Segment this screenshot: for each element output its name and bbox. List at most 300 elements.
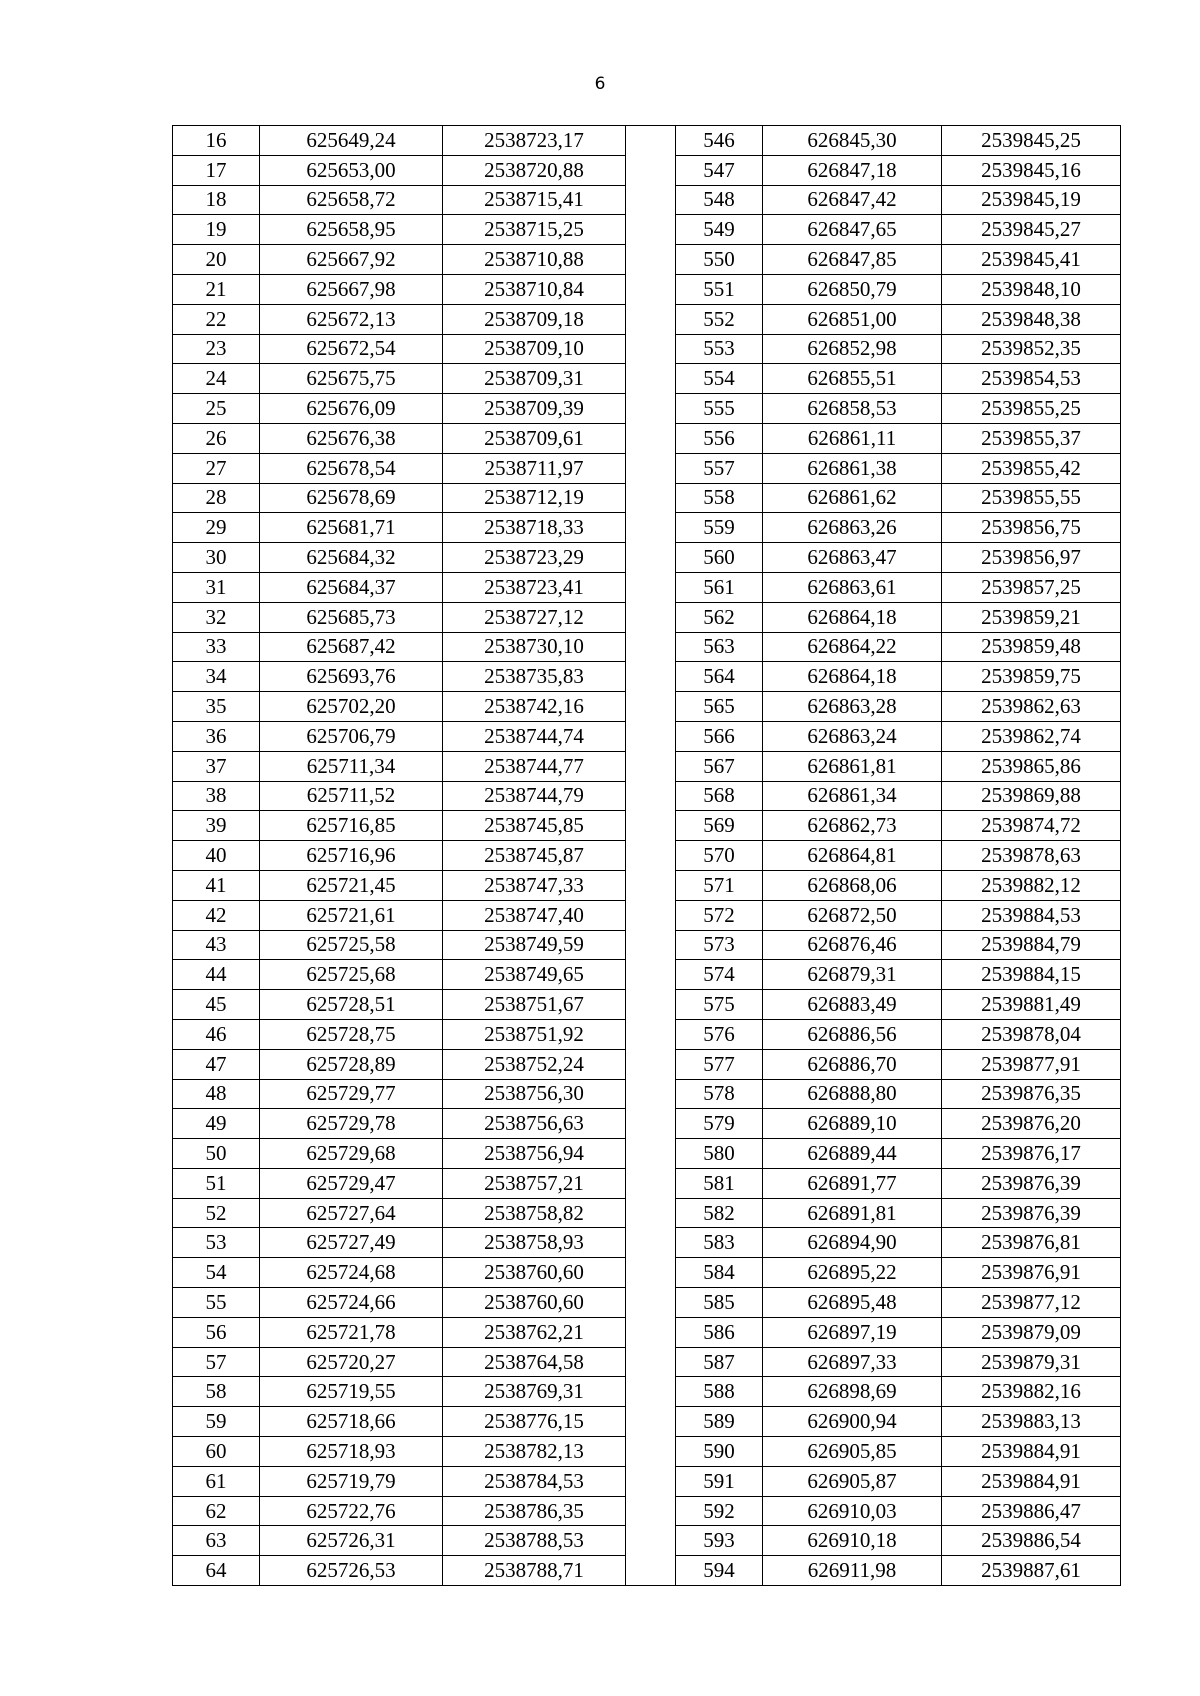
y-coordinate-cell: 2538727,12 (443, 602, 626, 632)
table-row (173, 245, 1121, 275)
y-coordinate-cell: 2538751,92 (443, 1019, 626, 1049)
table-row (173, 334, 1121, 364)
y-coordinate-cell: 2539884,15 (942, 960, 1121, 990)
point-number-cell: 52 (173, 1198, 260, 1228)
y-coordinate-cell: 2538786,35 (443, 1496, 626, 1526)
table-row (173, 870, 1121, 900)
point-number-cell: 587 (676, 1347, 763, 1377)
x-coordinate-cell: 625728,89 (260, 1049, 443, 1079)
y-coordinate-cell: 2539852,35 (942, 334, 1121, 364)
y-coordinate-cell: 2539876,35 (942, 1079, 1121, 1109)
y-coordinate-cell: 2538752,24 (443, 1049, 626, 1079)
x-coordinate-cell: 625729,68 (260, 1139, 443, 1169)
y-coordinate-cell: 2538788,71 (443, 1556, 626, 1586)
point-number-cell: 571 (676, 870, 763, 900)
table-row (173, 781, 1121, 811)
x-coordinate-cell: 625724,66 (260, 1288, 443, 1318)
y-coordinate-cell: 2538784,53 (443, 1466, 626, 1496)
point-number-cell: 593 (676, 1526, 763, 1556)
column-separator (626, 900, 676, 930)
point-number-cell: 16 (173, 126, 260, 156)
point-number-cell: 64 (173, 1556, 260, 1586)
x-coordinate-cell: 626868,06 (763, 870, 942, 900)
point-number-cell: 40 (173, 841, 260, 871)
y-coordinate-cell: 2539884,91 (942, 1437, 1121, 1467)
column-separator (626, 126, 676, 156)
x-coordinate-cell: 626895,22 (763, 1258, 942, 1288)
point-number-cell: 31 (173, 572, 260, 602)
x-coordinate-cell: 626905,87 (763, 1466, 942, 1496)
y-coordinate-cell: 2538756,94 (443, 1139, 626, 1169)
x-coordinate-cell: 625684,37 (260, 572, 443, 602)
y-coordinate-cell: 2539878,04 (942, 1019, 1121, 1049)
y-coordinate-cell: 2538745,85 (443, 811, 626, 841)
point-number-cell: 47 (173, 1049, 260, 1079)
y-coordinate-cell: 2538709,31 (443, 364, 626, 394)
point-number-cell: 39 (173, 811, 260, 841)
point-number-cell: 585 (676, 1288, 763, 1318)
x-coordinate-cell: 625722,76 (260, 1496, 443, 1526)
point-number-cell: 594 (676, 1556, 763, 1586)
y-coordinate-cell: 2539879,09 (942, 1317, 1121, 1347)
x-coordinate-cell: 625706,79 (260, 721, 443, 751)
point-number-cell: 575 (676, 990, 763, 1020)
table-row (173, 572, 1121, 602)
table-row (173, 1049, 1121, 1079)
table-row (173, 632, 1121, 662)
x-coordinate-cell: 626847,18 (763, 155, 942, 185)
column-separator (626, 721, 676, 751)
point-number-cell: 33 (173, 632, 260, 662)
point-number-cell: 26 (173, 423, 260, 453)
y-coordinate-cell: 2538742,16 (443, 692, 626, 722)
table-row (173, 215, 1121, 245)
coordinates-table-body (173, 126, 1121, 1586)
point-number-cell: 572 (676, 900, 763, 930)
x-coordinate-cell: 625729,77 (260, 1079, 443, 1109)
y-coordinate-cell: 2538710,84 (443, 274, 626, 304)
x-coordinate-cell: 625675,75 (260, 364, 443, 394)
point-number-cell: 44 (173, 960, 260, 990)
y-coordinate-cell: 2539856,75 (942, 513, 1121, 543)
point-number-cell: 35 (173, 692, 260, 722)
point-number-cell: 589 (676, 1407, 763, 1437)
column-separator (626, 930, 676, 960)
x-coordinate-cell: 625716,96 (260, 841, 443, 871)
y-coordinate-cell: 2539859,21 (942, 602, 1121, 632)
x-coordinate-cell: 626862,73 (763, 811, 942, 841)
y-coordinate-cell: 2539876,81 (942, 1228, 1121, 1258)
column-separator (626, 1258, 676, 1288)
y-coordinate-cell: 2539855,25 (942, 394, 1121, 424)
point-number-cell: 564 (676, 662, 763, 692)
point-number-cell: 50 (173, 1139, 260, 1169)
table-row (173, 304, 1121, 334)
y-coordinate-cell: 2539876,39 (942, 1198, 1121, 1228)
table-row (173, 1109, 1121, 1139)
table-row (173, 1466, 1121, 1496)
y-coordinate-cell: 2539869,88 (942, 781, 1121, 811)
x-coordinate-cell: 626889,10 (763, 1109, 942, 1139)
column-separator (626, 423, 676, 453)
y-coordinate-cell: 2538709,61 (443, 423, 626, 453)
point-number-cell: 558 (676, 483, 763, 513)
point-number-cell: 570 (676, 841, 763, 871)
y-coordinate-cell: 2538730,10 (443, 632, 626, 662)
x-coordinate-cell: 626894,90 (763, 1228, 942, 1258)
y-coordinate-cell: 2538751,67 (443, 990, 626, 1020)
point-number-cell: 37 (173, 751, 260, 781)
y-coordinate-cell: 2539876,39 (942, 1168, 1121, 1198)
x-coordinate-cell: 626861,81 (763, 751, 942, 781)
y-coordinate-cell: 2538764,58 (443, 1347, 626, 1377)
point-number-cell: 30 (173, 543, 260, 573)
x-coordinate-cell: 626861,62 (763, 483, 942, 513)
point-number-cell: 42 (173, 900, 260, 930)
table-row (173, 1019, 1121, 1049)
table-row (173, 1526, 1121, 1556)
y-coordinate-cell: 2538769,31 (443, 1377, 626, 1407)
column-separator (626, 811, 676, 841)
column-separator (626, 692, 676, 722)
column-separator (626, 1526, 676, 1556)
x-coordinate-cell: 625716,85 (260, 811, 443, 841)
point-number-cell: 53 (173, 1228, 260, 1258)
x-coordinate-cell: 626886,56 (763, 1019, 942, 1049)
table-row (173, 990, 1121, 1020)
y-coordinate-cell: 2538788,53 (443, 1526, 626, 1556)
column-separator (626, 155, 676, 185)
x-coordinate-cell: 625693,76 (260, 662, 443, 692)
y-coordinate-cell: 2539856,97 (942, 543, 1121, 573)
x-coordinate-cell: 626898,69 (763, 1377, 942, 1407)
column-separator (626, 1556, 676, 1586)
point-number-cell: 584 (676, 1258, 763, 1288)
point-number-cell: 551 (676, 274, 763, 304)
table-row (173, 1377, 1121, 1407)
x-coordinate-cell: 626852,98 (763, 334, 942, 364)
column-separator (626, 841, 676, 871)
table-row (173, 1407, 1121, 1437)
y-coordinate-cell: 2539845,41 (942, 245, 1121, 275)
point-number-cell: 559 (676, 513, 763, 543)
point-number-cell: 48 (173, 1079, 260, 1109)
x-coordinate-cell: 625676,09 (260, 394, 443, 424)
point-number-cell: 560 (676, 543, 763, 573)
y-coordinate-cell: 2539845,27 (942, 215, 1121, 245)
point-number-cell: 577 (676, 1049, 763, 1079)
x-coordinate-cell: 625681,71 (260, 513, 443, 543)
x-coordinate-cell: 625721,78 (260, 1317, 443, 1347)
y-coordinate-cell: 2539862,74 (942, 721, 1121, 751)
point-number-cell: 549 (676, 215, 763, 245)
column-separator (626, 245, 676, 275)
table-row (173, 394, 1121, 424)
point-number-cell: 45 (173, 990, 260, 1020)
column-separator (626, 870, 676, 900)
column-separator (626, 453, 676, 483)
y-coordinate-cell: 2539848,10 (942, 274, 1121, 304)
point-number-cell: 55 (173, 1288, 260, 1318)
table-row (173, 1198, 1121, 1228)
x-coordinate-cell: 626905,85 (763, 1437, 942, 1467)
point-number-cell: 578 (676, 1079, 763, 1109)
point-number-cell: 553 (676, 334, 763, 364)
y-coordinate-cell: 2539882,16 (942, 1377, 1121, 1407)
x-coordinate-cell: 625718,93 (260, 1437, 443, 1467)
x-coordinate-cell: 625721,61 (260, 900, 443, 930)
x-coordinate-cell: 625667,92 (260, 245, 443, 275)
y-coordinate-cell: 2538758,82 (443, 1198, 626, 1228)
x-coordinate-cell: 625672,54 (260, 334, 443, 364)
x-coordinate-cell: 625678,69 (260, 483, 443, 513)
y-coordinate-cell: 2539845,16 (942, 155, 1121, 185)
table-row (173, 274, 1121, 304)
point-number-cell: 28 (173, 483, 260, 513)
column-separator (626, 364, 676, 394)
column-separator (626, 394, 676, 424)
y-coordinate-cell: 2539854,53 (942, 364, 1121, 394)
y-coordinate-cell: 2539877,12 (942, 1288, 1121, 1318)
table-row (173, 602, 1121, 632)
y-coordinate-cell: 2538709,10 (443, 334, 626, 364)
table-row (173, 811, 1121, 841)
column-separator (626, 304, 676, 334)
column-separator (626, 1168, 676, 1198)
column-separator (626, 1437, 676, 1467)
y-coordinate-cell: 2539876,20 (942, 1109, 1121, 1139)
y-coordinate-cell: 2539857,25 (942, 572, 1121, 602)
point-number-cell: 43 (173, 930, 260, 960)
x-coordinate-cell: 625685,73 (260, 602, 443, 632)
y-coordinate-cell: 2539855,55 (942, 483, 1121, 513)
point-number-cell: 555 (676, 394, 763, 424)
y-coordinate-cell: 2538735,83 (443, 662, 626, 692)
x-coordinate-cell: 625728,51 (260, 990, 443, 1020)
x-coordinate-cell: 625653,00 (260, 155, 443, 185)
table-row (173, 1139, 1121, 1169)
point-number-cell: 588 (676, 1377, 763, 1407)
table-row (173, 483, 1121, 513)
x-coordinate-cell: 625649,24 (260, 126, 443, 156)
x-coordinate-cell: 626891,77 (763, 1168, 942, 1198)
column-separator (626, 1496, 676, 1526)
y-coordinate-cell: 2538723,41 (443, 572, 626, 602)
x-coordinate-cell: 626900,94 (763, 1407, 942, 1437)
table-row (173, 900, 1121, 930)
y-coordinate-cell: 2539845,25 (942, 126, 1121, 156)
y-coordinate-cell: 2538782,13 (443, 1437, 626, 1467)
column-separator (626, 1049, 676, 1079)
point-number-cell: 592 (676, 1496, 763, 1526)
table-row (173, 960, 1121, 990)
y-coordinate-cell: 2538744,77 (443, 751, 626, 781)
x-coordinate-cell: 625678,54 (260, 453, 443, 483)
point-number-cell: 17 (173, 155, 260, 185)
table-row (173, 841, 1121, 871)
y-coordinate-cell: 2538709,39 (443, 394, 626, 424)
x-coordinate-cell: 626847,42 (763, 185, 942, 215)
point-number-cell: 579 (676, 1109, 763, 1139)
point-number-cell: 57 (173, 1347, 260, 1377)
x-coordinate-cell: 625729,78 (260, 1109, 443, 1139)
column-separator (626, 513, 676, 543)
x-coordinate-cell: 626861,11 (763, 423, 942, 453)
point-number-cell: 18 (173, 185, 260, 215)
x-coordinate-cell: 626863,28 (763, 692, 942, 722)
table-row (173, 185, 1121, 215)
point-number-cell: 561 (676, 572, 763, 602)
y-coordinate-cell: 2538749,65 (443, 960, 626, 990)
y-coordinate-cell: 2538718,33 (443, 513, 626, 543)
x-coordinate-cell: 626858,53 (763, 394, 942, 424)
table-row (173, 543, 1121, 573)
column-separator (626, 185, 676, 215)
point-number-cell: 60 (173, 1437, 260, 1467)
y-coordinate-cell: 2539884,79 (942, 930, 1121, 960)
column-separator (626, 543, 676, 573)
y-coordinate-cell: 2538745,87 (443, 841, 626, 871)
point-number-cell: 49 (173, 1109, 260, 1139)
point-number-cell: 59 (173, 1407, 260, 1437)
y-coordinate-cell: 2539887,61 (942, 1556, 1121, 1586)
x-coordinate-cell: 625721,45 (260, 870, 443, 900)
y-coordinate-cell: 2539859,75 (942, 662, 1121, 692)
y-coordinate-cell: 2539882,12 (942, 870, 1121, 900)
y-coordinate-cell: 2538747,40 (443, 900, 626, 930)
column-separator (626, 602, 676, 632)
table-row (173, 1496, 1121, 1526)
x-coordinate-cell: 625719,55 (260, 1377, 443, 1407)
x-coordinate-cell: 626863,26 (763, 513, 942, 543)
point-number-cell: 22 (173, 304, 260, 334)
y-coordinate-cell: 2538711,97 (443, 453, 626, 483)
y-coordinate-cell: 2539876,91 (942, 1258, 1121, 1288)
x-coordinate-cell: 625729,47 (260, 1168, 443, 1198)
column-separator (626, 1198, 676, 1228)
point-number-cell: 29 (173, 513, 260, 543)
column-separator (626, 334, 676, 364)
x-coordinate-cell: 625719,79 (260, 1466, 443, 1496)
x-coordinate-cell: 625658,72 (260, 185, 443, 215)
column-separator (626, 1466, 676, 1496)
table-row (173, 751, 1121, 781)
y-coordinate-cell: 2538756,30 (443, 1079, 626, 1109)
point-number-cell: 32 (173, 602, 260, 632)
column-separator (626, 1347, 676, 1377)
point-number-cell: 573 (676, 930, 763, 960)
column-separator (626, 751, 676, 781)
x-coordinate-cell: 625702,20 (260, 692, 443, 722)
point-number-cell: 34 (173, 662, 260, 692)
table-row (173, 692, 1121, 722)
point-number-cell: 547 (676, 155, 763, 185)
x-coordinate-cell: 626891,81 (763, 1198, 942, 1228)
point-number-cell: 586 (676, 1317, 763, 1347)
column-separator (626, 1019, 676, 1049)
point-number-cell: 62 (173, 1496, 260, 1526)
x-coordinate-cell: 625687,42 (260, 632, 443, 662)
point-number-cell: 51 (173, 1168, 260, 1198)
y-coordinate-cell: 2539855,37 (942, 423, 1121, 453)
x-coordinate-cell: 626888,80 (763, 1079, 942, 1109)
column-separator (626, 662, 676, 692)
column-separator (626, 1228, 676, 1258)
x-coordinate-cell: 626847,65 (763, 215, 942, 245)
column-separator (626, 1109, 676, 1139)
x-coordinate-cell: 625728,75 (260, 1019, 443, 1049)
x-coordinate-cell: 626897,19 (763, 1317, 942, 1347)
x-coordinate-cell: 625724,68 (260, 1258, 443, 1288)
x-coordinate-cell: 625725,68 (260, 960, 443, 990)
point-number-cell: 23 (173, 334, 260, 364)
point-number-cell: 566 (676, 721, 763, 751)
table-row (173, 1228, 1121, 1258)
y-coordinate-cell: 2538715,41 (443, 185, 626, 215)
x-coordinate-cell: 625726,53 (260, 1556, 443, 1586)
x-coordinate-cell: 625720,27 (260, 1347, 443, 1377)
y-coordinate-cell: 2538758,93 (443, 1228, 626, 1258)
table-row (173, 1556, 1121, 1586)
x-coordinate-cell: 626910,18 (763, 1526, 942, 1556)
table-row (173, 513, 1121, 543)
y-coordinate-cell: 2538756,63 (443, 1109, 626, 1139)
x-coordinate-cell: 626889,44 (763, 1139, 942, 1169)
table-row (173, 930, 1121, 960)
x-coordinate-cell: 626897,33 (763, 1347, 942, 1377)
x-coordinate-cell: 626863,61 (763, 572, 942, 602)
point-number-cell: 576 (676, 1019, 763, 1049)
x-coordinate-cell: 626861,38 (763, 453, 942, 483)
y-coordinate-cell: 2538757,21 (443, 1168, 626, 1198)
x-coordinate-cell: 626851,00 (763, 304, 942, 334)
point-number-cell: 24 (173, 364, 260, 394)
y-coordinate-cell: 2538749,59 (443, 930, 626, 960)
x-coordinate-cell: 625676,38 (260, 423, 443, 453)
point-number-cell: 54 (173, 1258, 260, 1288)
x-coordinate-cell: 626864,22 (763, 632, 942, 662)
x-coordinate-cell: 626861,34 (763, 781, 942, 811)
y-coordinate-cell: 2539855,42 (942, 453, 1121, 483)
y-coordinate-cell: 2538760,60 (443, 1258, 626, 1288)
x-coordinate-cell: 625727,49 (260, 1228, 443, 1258)
x-coordinate-cell: 625658,95 (260, 215, 443, 245)
point-number-cell: 63 (173, 1526, 260, 1556)
table-row (173, 453, 1121, 483)
y-coordinate-cell: 2538760,60 (443, 1288, 626, 1318)
y-coordinate-cell: 2538762,21 (443, 1317, 626, 1347)
point-number-cell: 21 (173, 274, 260, 304)
y-coordinate-cell: 2539859,48 (942, 632, 1121, 662)
column-separator (626, 632, 676, 662)
point-number-cell: 590 (676, 1437, 763, 1467)
point-number-cell: 563 (676, 632, 763, 662)
point-number-cell: 56 (173, 1317, 260, 1347)
column-separator (626, 1079, 676, 1109)
x-coordinate-cell: 626879,31 (763, 960, 942, 990)
point-number-cell: 581 (676, 1168, 763, 1198)
y-coordinate-cell: 2539865,86 (942, 751, 1121, 781)
column-separator (626, 781, 676, 811)
x-coordinate-cell: 626876,46 (763, 930, 942, 960)
table-row (173, 1347, 1121, 1377)
x-coordinate-cell: 626883,49 (763, 990, 942, 1020)
point-number-cell: 562 (676, 602, 763, 632)
table-row (173, 1258, 1121, 1288)
point-number-cell: 567 (676, 751, 763, 781)
table-row (173, 721, 1121, 751)
table-row (173, 155, 1121, 185)
